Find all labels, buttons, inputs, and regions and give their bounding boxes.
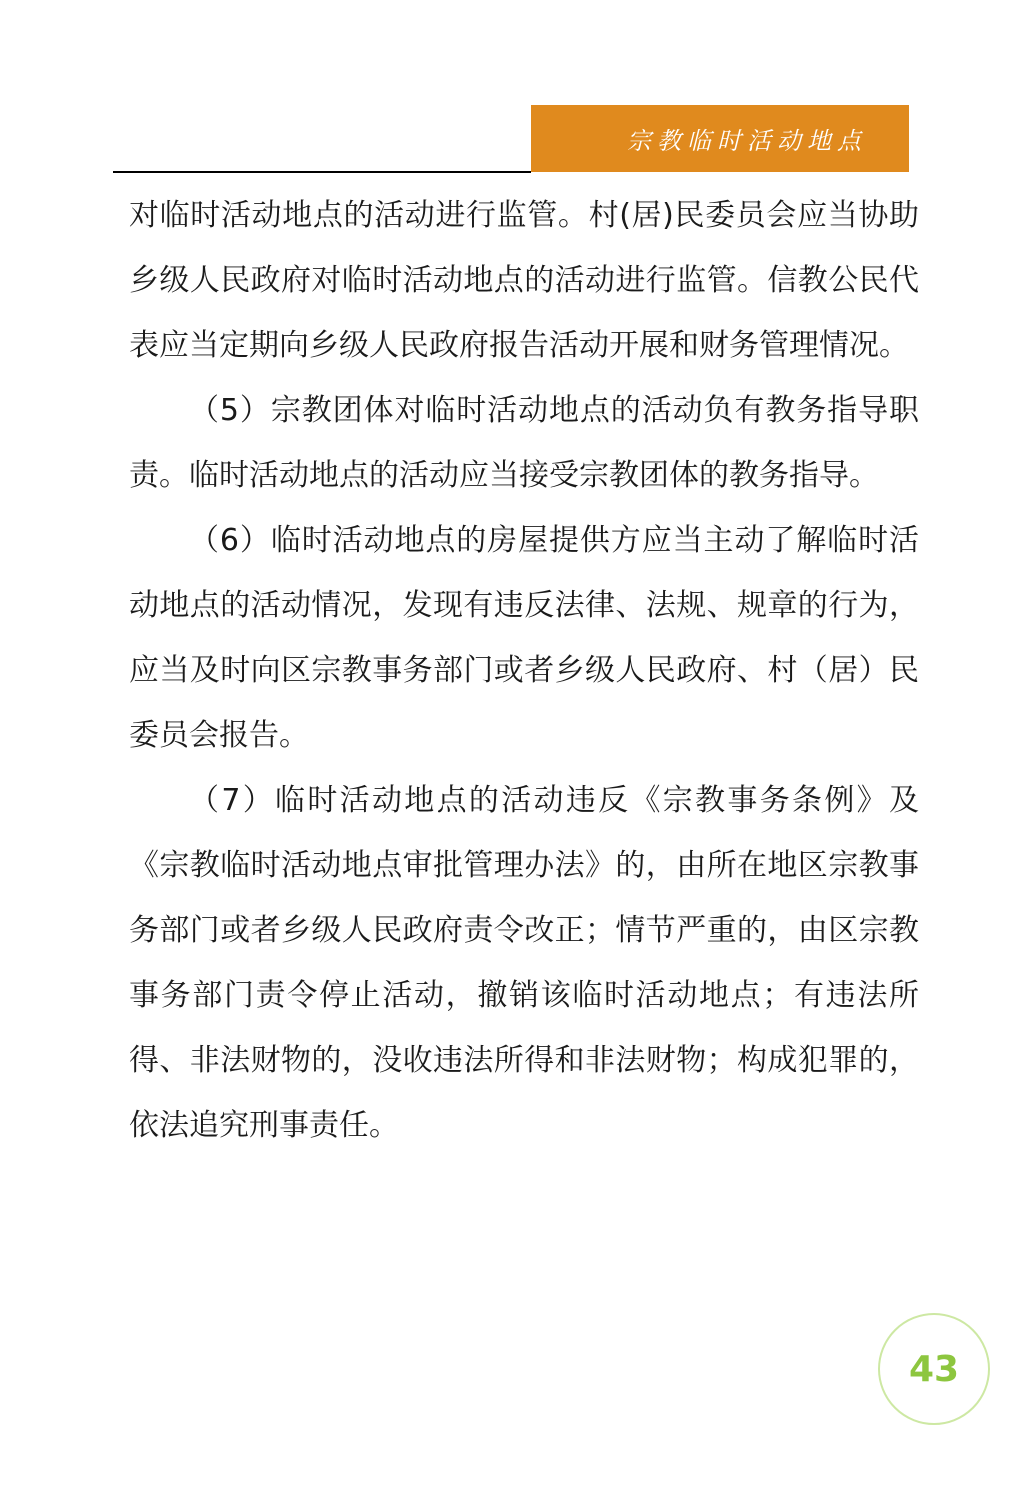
paragraph-continued: 对临时活动地点的活动进行监管。村(居)民委员会应当协助乡级人民政府对临时活动地点的活动进行监管。信教公民代表应当定期向乡级人民政府报告活动开展和财务管理情况。 <box>129 198 919 363</box>
header-tab <box>531 105 909 172</box>
paragraph-item-7: （7）临时活动地点的活动违反《宗教事务条例》及《宗教临时活动地点审批管理办法》的，由所在地区宗教事务部门或者乡级人民政府责令改正；情节严重的，由区宗教事务部门责令停止活动，撤销该临时活动地点；有违法所得、非法财物的，没收违法所得和非法财物；构成犯罪的，依法追究刑事责任。 <box>129 783 919 1143</box>
chapter-title: 宗教临时活动地点 <box>627 127 867 155</box>
paragraph-item-6: （6）临时活动地点的房屋提供方应当主动了解临时活动地点的活动情况，发现有违反法律、法规、规章的行为，应当及时向区宗教事务部门或者乡级人民政府、村（居）民委员会报告。 <box>129 523 919 753</box>
header-rule <box>113 171 531 173</box>
paragraph-item-5: （5）宗教团体对临时活动地点的活动负有教务指导职责。临时活动地点的活动应当接受宗教团体的教务指导。 <box>129 393 919 493</box>
page-number: 43 <box>878 1313 990 1425</box>
body-text <box>129 183 919 1158</box>
